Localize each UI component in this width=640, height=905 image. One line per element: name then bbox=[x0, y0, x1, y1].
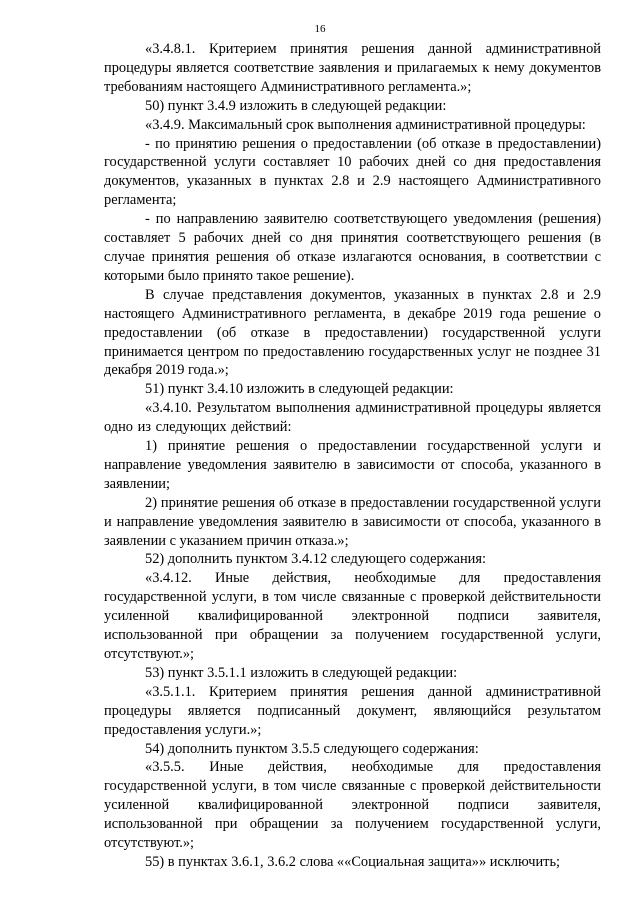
paragraph-item-55: 55) в пунктах 3.6.1, 3.6.2 слова ««Социальная защита»» исключить; bbox=[145, 853, 561, 870]
paragraph-3-4-12: «3.4.12. Иные действия, необходимые для предоставления государственной услуги, в том числе связанные с проверкой действительности усиленной квалифицированной электронной подписи заявителя, использованной при обращении за получением государственной услуги, отсутствуют.»; bbox=[104, 570, 601, 662]
paragraph-3-5-1-1: «3.5.1.1. Критерием принятия решения данной административной процедуры является подписанный документ, являющийся результатом предоставления услуги.»; bbox=[104, 683, 601, 738]
paragraph-item-51: 51) пункт 3.4.10 изложить в следующей редакции: bbox=[145, 381, 454, 398]
paragraph-result-1: 1) принятие решения о предоставлении государственной услуги и направление уведомления заявителю в зависимости от способа, указанного в заявлении; bbox=[104, 438, 601, 492]
paragraph-december-2019: В случае представления документов, указанных в пунктах 2.8 и 2.9 настоящего Административного регламента, в декабре 2019 года решение о предоставлении (об отказе в предоставлении) государственной услуги принимается центром по предоставлению государственных услуг не позднее 31 декабря 2019 года.»; bbox=[104, 286, 601, 379]
paragraph-item-50: 50) пункт 3.4.9 изложить в следующей редакции: bbox=[145, 97, 447, 114]
paragraph-decision-term: - по принятию решения о предоставлении (об отказе в предоставлении) государственной услуги составляет 10 рабочих дней со дня предоставления документов, указанных в пунктах 2.8 и 2.9 настоящего Административного регламента; bbox=[104, 135, 601, 209]
page-number: 16 bbox=[314, 23, 326, 35]
paragraph-3-4-9: «3.4.9. Максимальный срок выполнения административной процедуры: bbox=[145, 116, 586, 133]
paragraph-item-54: 54) дополнить пунктом 3.5.5 следующего содержания: bbox=[145, 740, 479, 757]
paragraph-item-53: 53) пункт 3.5.1.1 изложить в следующей редакции: bbox=[145, 664, 458, 681]
paragraph-result-2: 2) принятие решения об отказе в предоставлении государственной услуги и направление уведомления заявителю в зависимости от способа, указанного в заявлении с указанием причин отказа.»; bbox=[104, 494, 601, 549]
document-body bbox=[104, 40, 601, 872]
paragraph-item-52: 52) дополнить пунктом 3.4.12 следующего содержания: bbox=[145, 551, 486, 568]
paragraph-3-4-10: «3.4.10. Результатом выполнения административной процедуры является одно из следующих действий: bbox=[104, 400, 601, 436]
paragraph-notification-term: - по направлению заявителю соответствующего уведомления (решения) составляет 5 рабочих дней со дня принятия соответствующего решения (в случае принятия решения об отказе излагаются основания, в соответствии с которыми было принято такое решение). bbox=[104, 211, 601, 284]
paragraph-3-5-5: «3.5.5. Иные действия, необходимые для предоставления государственной услуги, в том числе связанные с проверкой действительности усиленной квалифицированной электронной подписи заявителя, использованной при обращении за получением государственной услуги, отсутствуют.»; bbox=[104, 759, 601, 852]
paragraph-3-4-8-1: «3.4.8.1. Критерием принятия решения данной административной процедуры является соответствие заявления и прилагаемых к нему документов требованиям настоящего Административного регламента.»; bbox=[104, 41, 601, 95]
